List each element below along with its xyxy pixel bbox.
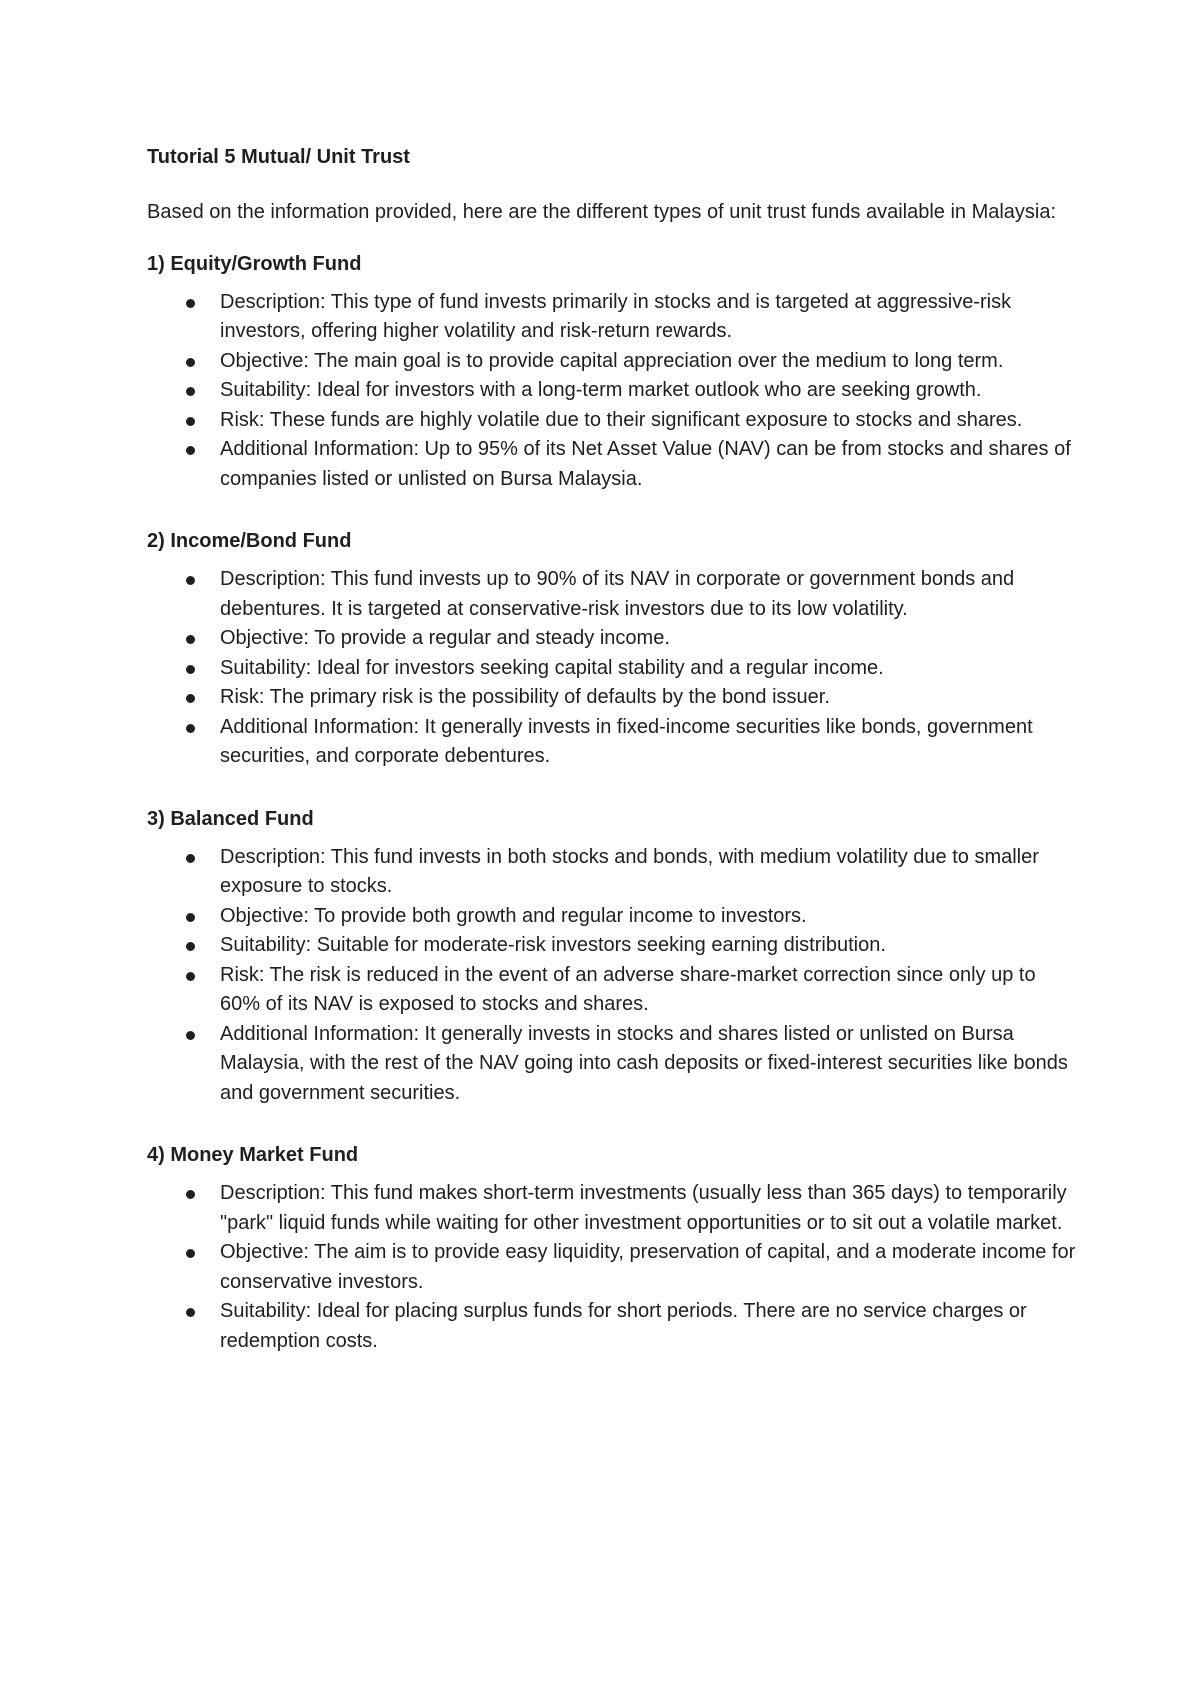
bullet-item: Suitability: Ideal for investors with a long-term market outlook who are seeking growth. xyxy=(147,376,1077,406)
section-heading: 2) Income/Bond Fund xyxy=(147,530,352,552)
bullet-item: Objective: To provide both growth and regular income to investors. xyxy=(147,902,1077,932)
intro-paragraph: Based on the information provided, here are the different types of unit trust funds available in Malaysia: xyxy=(147,201,1057,223)
section-money-market-fund xyxy=(147,1140,1077,1356)
document-body xyxy=(147,142,1077,1388)
bullet-item: Description: This type of fund invests primarily in stocks and is targeted at aggressive-risk investors, offering higher volatility and risk-return rewards. xyxy=(147,288,1077,347)
section-equity-growth-fund xyxy=(147,249,1077,495)
bullet-item: Suitability: Ideal for placing surplus funds for short periods. There are no service charges or redemption costs. xyxy=(147,1297,1077,1356)
bullet-list xyxy=(147,843,1077,1109)
bullet-list xyxy=(147,1179,1077,1356)
section-heading: 3) Balanced Fund xyxy=(147,807,314,830)
bullet-item: Objective: The main goal is to provide capital appreciation over the medium to long term. xyxy=(147,347,1077,377)
bullet-item: Additional Information: It generally invests in fixed-income securities like bonds, government securities, and corporate debentures. xyxy=(147,713,1077,772)
bullet-item: Description: This fund invests up to 90% of its NAV in corporate or government bonds and debentures. It is targeted at conservative-risk investors due to its low volatility. xyxy=(147,565,1077,624)
bullet-item: Suitability: Suitable for moderate-risk investors seeking earning distribution. xyxy=(147,931,1077,961)
bullet-item: Risk: The primary risk is the possibility of defaults by the bond issuer. xyxy=(147,683,1077,713)
bullet-item: Suitability: Ideal for investors seeking capital stability and a regular income. xyxy=(147,654,1077,684)
section-balanced-fund xyxy=(147,804,1077,1109)
document-title: Tutorial 5 Mutual/ Unit Trust xyxy=(147,146,410,168)
bullet-item: Objective: The aim is to provide easy liquidity, preservation of capital, and a moderate income for conservative investors. xyxy=(147,1238,1077,1297)
bullet-item: Objective: To provide a regular and steady income. xyxy=(147,624,1077,654)
bullet-item: Risk: These funds are highly volatile due to their significant exposure to stocks and shares. xyxy=(147,406,1077,436)
bullet-item: Additional Information: It generally invests in stocks and shares listed or unlisted on Bursa Malaysia, with the rest of the NAV going into cash deposits or fixed-interest securities like bonds and government securities. xyxy=(147,1020,1077,1109)
bullet-item: Description: This fund makes short-term investments (usually less than 365 days) to temporarily "park" liquid funds while waiting for other investment opportunities or to sit out a volatile market. xyxy=(147,1179,1077,1238)
bullet-list xyxy=(147,565,1077,772)
bullet-item: Description: This fund invests in both stocks and bonds, with medium volatility due to smaller exposure to stocks. xyxy=(147,843,1077,902)
bullet-item: Additional Information: Up to 95% of its Net Asset Value (NAV) can be from stocks and shares of companies listed or unlisted on Bursa Malaysia. xyxy=(147,435,1077,494)
section-heading: 4) Money Market Fund xyxy=(147,1144,359,1166)
section-heading: 1) Equity/Growth Fund xyxy=(147,252,362,275)
bullet-list xyxy=(147,288,1077,495)
section-income-bond-fund xyxy=(147,526,1077,772)
bullet-item: Risk: The risk is reduced in the event of an adverse share-market correction since only up to 60% of its NAV is exposed to stocks and shares. xyxy=(147,961,1077,1020)
